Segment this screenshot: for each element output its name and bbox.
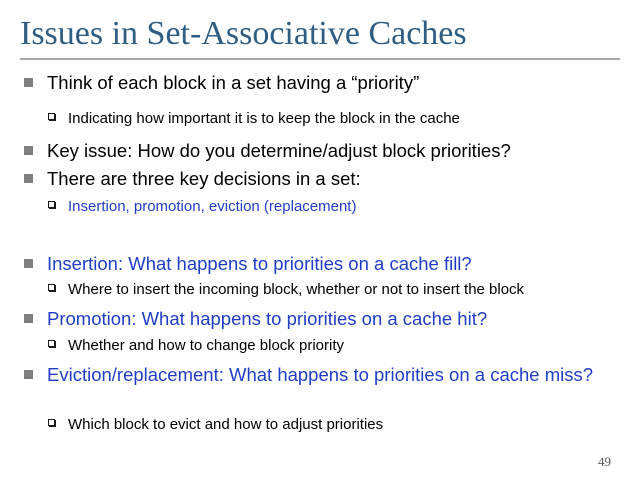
bullet-4-text: Insertion: What happens to priorities on a cache fill? bbox=[47, 253, 472, 274]
slide-title: Issues in Set-Associative Caches bbox=[20, 15, 467, 52]
sub-bullet-4-1 bbox=[48, 281, 524, 299]
sub-bullet-5-1 bbox=[48, 337, 344, 355]
sub-bullet-5-1-text: Whether and how to change block priority bbox=[68, 337, 344, 354]
hollow-square-bullet-icon bbox=[48, 419, 55, 426]
bullet-5 bbox=[24, 308, 487, 330]
sub-bullet-3-1-text: Insertion, promotion, eviction (replacement) bbox=[68, 198, 357, 215]
hollow-square-bullet-icon bbox=[48, 340, 55, 347]
sub-bullet-3-1 bbox=[48, 198, 356, 216]
bullet-5-text: Promotion: What happens to priorities on a cache hit? bbox=[47, 308, 488, 329]
bullet-4 bbox=[24, 253, 472, 275]
square-bullet-icon bbox=[24, 259, 33, 268]
page-number: 49 bbox=[598, 454, 611, 469]
square-bullet-icon bbox=[24, 146, 33, 155]
bullet-2-text: Key issue: How do you determine/adjust block priorities? bbox=[47, 140, 511, 161]
sub-bullet-1-1 bbox=[48, 110, 460, 128]
sub-bullet-6-1-text: Which block to evict and how to adjust priorities bbox=[68, 416, 384, 433]
title-divider bbox=[20, 58, 620, 60]
hollow-square-bullet-icon bbox=[48, 113, 55, 120]
hollow-square-bullet-icon bbox=[48, 201, 55, 208]
sub-bullet-4-1-text: Where to insert the incoming block, whether or not to insert the block bbox=[68, 281, 525, 298]
sub-bullet-1-1-text: Indicating how important it is to keep the block in the cache bbox=[68, 110, 460, 127]
bullet-1 bbox=[24, 72, 419, 94]
sub-bullet-6-1 bbox=[48, 416, 383, 434]
bullet-3 bbox=[24, 168, 361, 190]
square-bullet-icon bbox=[24, 370, 33, 379]
bullet-6 bbox=[24, 363, 617, 386]
bullet-3-text: There are three key decisions in a set: bbox=[47, 168, 361, 189]
bullet-1-text: Think of each block in a set having a “priority” bbox=[47, 72, 420, 93]
square-bullet-icon bbox=[24, 314, 33, 323]
square-bullet-icon bbox=[24, 174, 33, 183]
hollow-square-bullet-icon bbox=[48, 284, 55, 291]
bullet-6-text: Eviction/replacement: What happens to priorities on a cache miss? bbox=[47, 364, 594, 385]
square-bullet-icon bbox=[24, 78, 33, 87]
bullet-2 bbox=[24, 140, 511, 162]
